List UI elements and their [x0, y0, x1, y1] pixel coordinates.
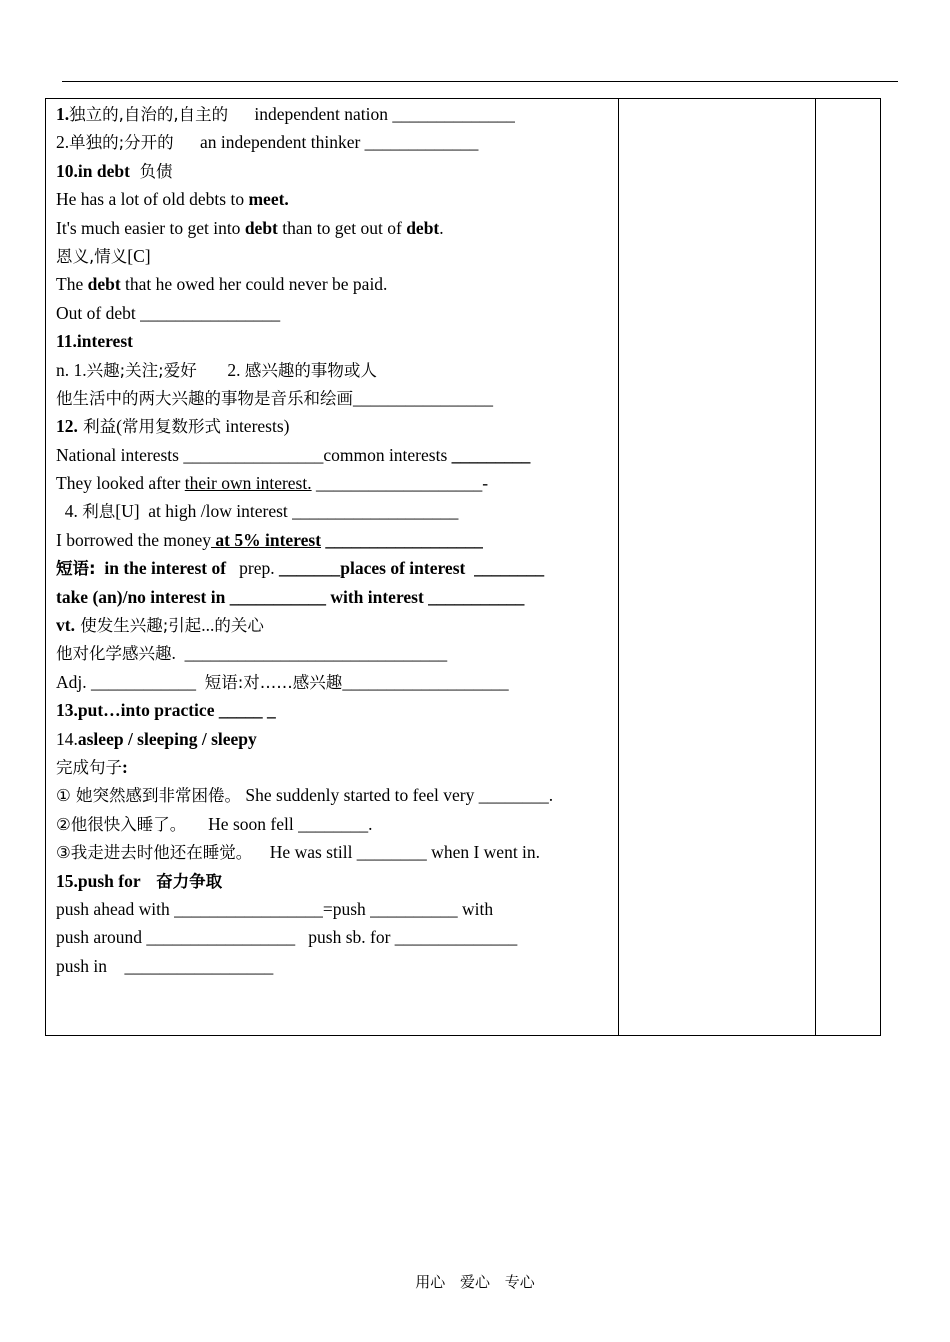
text-line — [56, 327, 616, 355]
text-segment: 常用复数形式 — [121, 417, 221, 437]
text-segment: 他生活中的两大兴趣的事物是音乐和绘画 — [56, 388, 353, 408]
text-segment: 完成句子 — [56, 757, 122, 777]
text-line — [56, 810, 616, 838]
text-segment: than to get out of — [277, 217, 407, 238]
text-segment: take (an)/no interest in ___________ with interest ___________ — [56, 586, 525, 607]
text-line — [56, 242, 616, 270]
text-line — [56, 583, 616, 611]
text-segment: 利益 — [77, 417, 117, 437]
text-line — [56, 469, 616, 497]
text-line — [56, 554, 616, 582]
text-segment: [C] — [127, 245, 151, 266]
text-segment: 1. — [56, 104, 70, 124]
text-segment: push ahead with _________________=push __________ with — [56, 898, 494, 919]
text-segment: : — [122, 756, 128, 777]
text-line — [56, 412, 616, 440]
text-segment: 负债 — [134, 161, 173, 181]
text-line — [56, 867, 616, 895]
text-segment: in the interest of — [95, 558, 227, 579]
text-segment: independent nation ______________ — [228, 104, 515, 124]
text-segment: __________________ — [321, 529, 483, 550]
text-segment: 10.in debt — [56, 160, 135, 181]
text-segment: 恩义,情义 — [56, 246, 128, 266]
text-line — [56, 128, 616, 156]
text-line — [56, 270, 616, 298]
notes-cell — [56, 100, 616, 980]
text-segment: It's much easier to get into — [56, 217, 245, 238]
column-divider — [815, 99, 816, 1035]
text-segment: ②他很快入睡了。 — [56, 814, 187, 834]
text-segment: ________________ — [353, 387, 493, 408]
text-line — [56, 441, 616, 469]
text-segment: He was still ________ when I went in. — [252, 842, 541, 863]
text-segment: 12. — [56, 416, 78, 437]
text-segment: debt — [87, 274, 121, 295]
text-segment: . ______________________________ — [171, 643, 448, 664]
text-segment: debt — [406, 217, 440, 238]
text-line — [56, 356, 616, 384]
text-segment: He soon fell ________. — [186, 813, 373, 834]
text-segment: that he owed her could never be paid. — [120, 274, 388, 295]
text-segment: They looked after — [56, 473, 185, 494]
text-segment: 感兴趣的事物或人 — [244, 360, 377, 380]
text-segment: ___________________- — [311, 473, 489, 494]
text-segment: 的关心 — [214, 616, 264, 636]
text-segment: 11.interest — [56, 331, 133, 352]
text-segment: at 5% interest — [211, 529, 322, 550]
text-segment: debt — [244, 217, 278, 238]
text-line — [56, 895, 616, 923]
text-line — [56, 639, 616, 667]
text-line — [56, 157, 616, 185]
text-segment: ... — [201, 615, 215, 636]
text-line — [56, 384, 616, 412]
text-segment: 使发生兴趣;引起 — [74, 616, 202, 636]
text-segment: prep. — [226, 558, 280, 579]
text-segment: meet. — [248, 189, 289, 210]
text-segment: 单独的;分开的 — [69, 133, 174, 153]
text-line — [56, 668, 616, 696]
text-segment: Adj. ____________ — [56, 671, 205, 692]
header-rule — [62, 81, 898, 82]
text-segment: He has a lot of old debts to — [56, 189, 249, 210]
text-line — [56, 923, 616, 951]
text-segment: n. 1. — [56, 359, 87, 380]
text-segment: . — [439, 217, 444, 238]
text-line — [56, 781, 616, 809]
text-line — [56, 526, 616, 554]
text-segment: National interests ________________common interests — [56, 444, 452, 465]
worksheet-table — [45, 98, 881, 1036]
text-segment: 2. — [196, 359, 245, 380]
text-segment: asleep / sleeping / sleepy — [77, 728, 257, 749]
text-segment: ( — [116, 416, 122, 437]
text-segment: Out of debt ________________ — [56, 302, 281, 323]
text-segment: interests) — [220, 416, 290, 437]
text-line — [56, 214, 616, 242]
page-footer: 用心 爱心 专心 — [415, 1273, 535, 1291]
text-segment: 短语:对……感兴趣 — [204, 672, 343, 692]
text-segment: 兴趣;关注;爱好 — [86, 360, 197, 380]
text-line — [56, 611, 616, 639]
text-line — [56, 838, 616, 866]
text-line — [56, 725, 616, 753]
text-segment: 14. — [56, 728, 78, 749]
text-line — [56, 299, 616, 327]
text-segment: 4. — [56, 501, 83, 522]
text-segment: The — [56, 274, 88, 295]
text-line — [56, 952, 616, 980]
text-line — [56, 753, 616, 781]
text-segment: She suddenly started to feel very ________. — [241, 785, 554, 806]
text-segment: 独立的,自治的,自主的 — [69, 105, 229, 124]
text-segment: an independent thinker _____________ — [173, 132, 479, 153]
text-segment: [U] at high /low interest ___________________ — [115, 501, 459, 522]
text-segment: ③我走进去时他还在睡觉。 — [56, 843, 253, 863]
text-segment: 2. — [56, 132, 70, 153]
text-segment: ① 她突然感到非常困倦。 — [56, 786, 242, 806]
text-line — [56, 100, 616, 128]
text-segment: 他对化学感兴趣 — [56, 644, 172, 664]
text-segment: 15.push for — [56, 870, 145, 891]
text-segment: push in _________________ — [56, 955, 274, 976]
text-line — [56, 696, 616, 724]
text-line — [56, 185, 616, 213]
text-segment: 奋力争取 — [144, 871, 223, 891]
text-segment: their own interest. — [184, 473, 312, 494]
text-segment: ___________________ — [342, 671, 509, 692]
text-line — [56, 497, 616, 525]
text-segment: vt. — [56, 615, 75, 636]
text-segment: _________ — [451, 444, 531, 465]
text-segment: I borrowed the money — [56, 529, 212, 550]
text-segment: 短语: — [56, 559, 96, 579]
text-segment: 13.put…into practice _____ _ — [56, 700, 276, 721]
text-segment: push around _________________ push sb. for ______________ — [56, 927, 518, 948]
text-segment: 利息 — [82, 502, 116, 522]
column-divider — [618, 99, 619, 1035]
text-segment: _______places of interest ________ — [279, 558, 545, 579]
